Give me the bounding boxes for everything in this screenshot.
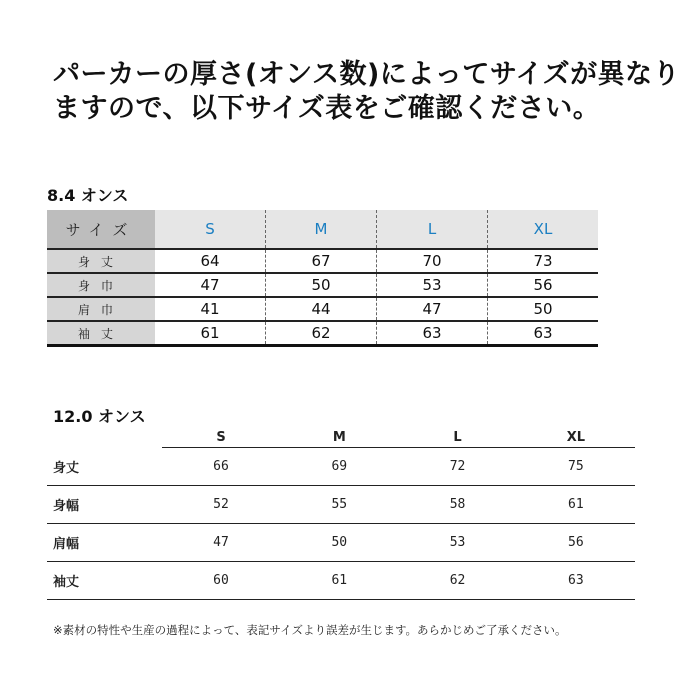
table-cell: 55 [280, 486, 398, 524]
table-cell: 47 [155, 273, 266, 297]
table1-size-xl: XL [488, 210, 599, 249]
table-cell: 72 [398, 448, 516, 486]
table-cell: 70 [377, 249, 488, 273]
table1-size-l: L [377, 210, 488, 249]
table-row [47, 524, 635, 562]
row-label: 身丈 [47, 249, 155, 273]
table-cell: 61 [280, 562, 398, 600]
table-row [47, 249, 598, 273]
table-cell: 41 [155, 297, 266, 321]
table-row [47, 486, 635, 524]
table-row [47, 321, 598, 346]
table2-header-spacer [47, 412, 162, 448]
row-label: 肩幅 [47, 524, 162, 562]
table2-size-l: L [398, 412, 516, 448]
size-table-8oz [47, 210, 598, 347]
table-cell: 63 [377, 321, 488, 346]
headline-line-2: ますので、以下サイズ表をご確認ください。 [53, 93, 601, 124]
table-row [47, 273, 598, 297]
table-cell: 73 [488, 249, 599, 273]
table2-header-row [47, 412, 635, 448]
table-cell: 62 [398, 562, 516, 600]
table2-size-m: M [280, 412, 398, 448]
table-cell: 53 [377, 273, 488, 297]
table1-title: 8.4 オンス [47, 186, 129, 205]
table1-header-label: サイズ [47, 210, 155, 249]
table-cell: 50 [266, 273, 377, 297]
table-row [47, 562, 635, 600]
table-cell: 63 [488, 321, 599, 346]
table-cell: 62 [266, 321, 377, 346]
table-cell: 50 [488, 297, 599, 321]
table-cell: 69 [280, 448, 398, 486]
table-cell: 52 [162, 486, 280, 524]
table-cell: 47 [162, 524, 280, 562]
table-cell: 67 [266, 249, 377, 273]
table-cell: 47 [377, 297, 488, 321]
table2-size-xl: XL [517, 412, 635, 448]
row-label: 肩巾 [47, 297, 155, 321]
headline-line-1: パーカーの厚さ(オンス数)によってサイズが異なり [53, 59, 681, 90]
table-row [47, 297, 598, 321]
table-cell: 44 [266, 297, 377, 321]
table1-header-row [47, 210, 598, 249]
headline [53, 58, 681, 126]
row-label: 袖丈 [47, 562, 162, 600]
table-cell: 56 [488, 273, 599, 297]
table1-size-m: M [266, 210, 377, 249]
table-cell: 75 [517, 448, 635, 486]
row-label: 身幅 [47, 486, 162, 524]
table-cell: 64 [155, 249, 266, 273]
row-label: 袖丈 [47, 321, 155, 346]
table2-title: 12.0 オンス [53, 407, 146, 426]
table-cell: 53 [398, 524, 516, 562]
disclaimer-note: ※素材の特性や生産の過程によって、表記サイズより誤差が生じます。あらかじめご了承ください。 [53, 623, 567, 637]
size-table-12oz [47, 412, 635, 600]
table-cell: 56 [517, 524, 635, 562]
table-cell: 63 [517, 562, 635, 600]
table-cell: 60 [162, 562, 280, 600]
table-cell: 66 [162, 448, 280, 486]
table2-size-s: S [162, 412, 280, 448]
row-label: 身巾 [47, 273, 155, 297]
table-cell: 58 [398, 486, 516, 524]
table-row [47, 448, 635, 486]
table1-size-s: S [155, 210, 266, 249]
table-cell: 61 [155, 321, 266, 346]
row-label: 身丈 [47, 448, 162, 486]
table-cell: 50 [280, 524, 398, 562]
table-cell: 61 [517, 486, 635, 524]
